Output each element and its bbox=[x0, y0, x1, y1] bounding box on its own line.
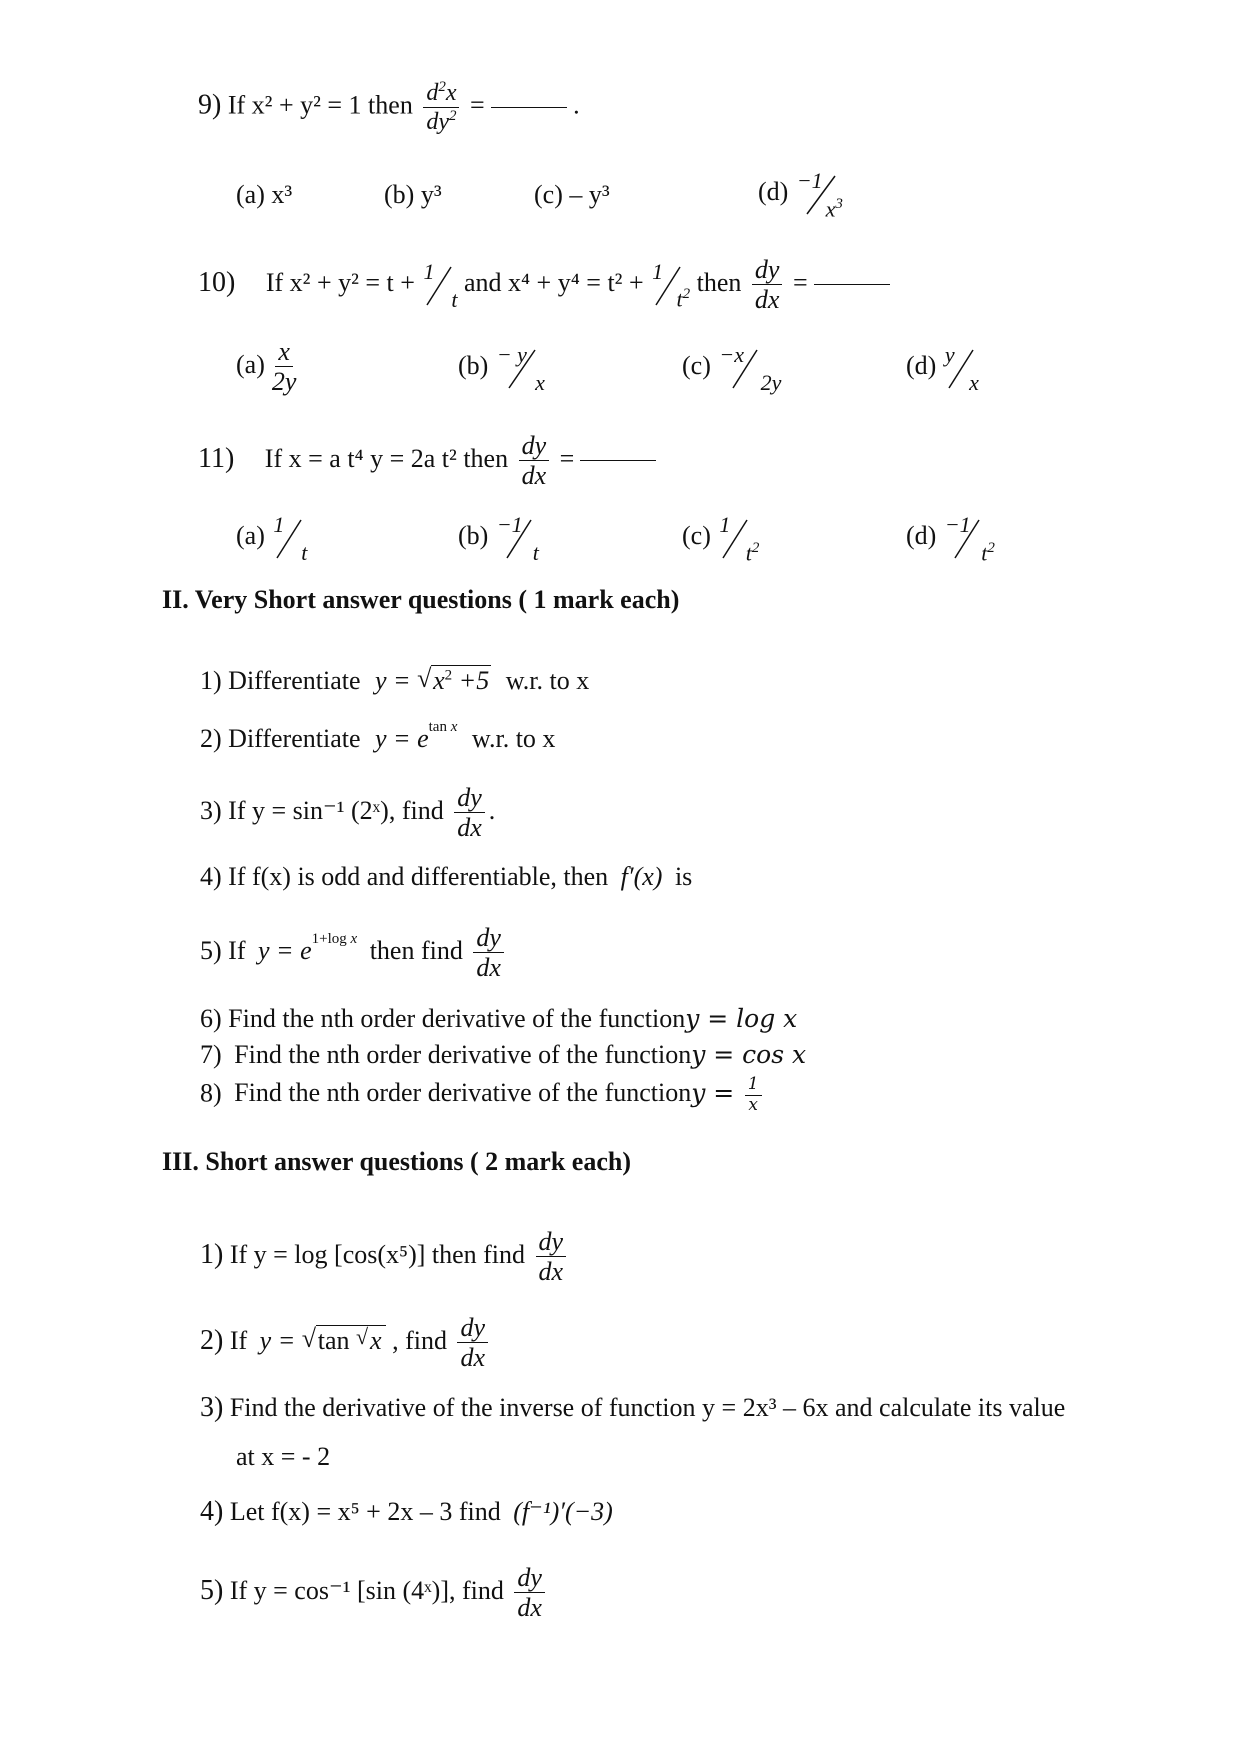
vsq-5: 5) If $y = e^{1+log x}$ then find $\frac{dy}{dx}$ bbox=[200, 924, 508, 982]
sqrt-expression: √ tan √ x bbox=[302, 1326, 386, 1356]
question-10: 10) If x² + y² = t + 1 t and x⁴ + y⁴ = t² + 1 $t^2$ then $\frac{dy}{dx}$ = bbox=[198, 256, 890, 314]
saq-5: 5) If y = cos⁻¹ [sin (4ˣ)], find $\frac{dy}{dx}$ bbox=[200, 1564, 549, 1622]
option-label: (d) bbox=[758, 176, 789, 206]
answer-blank bbox=[814, 284, 890, 285]
fraction-dy-dx: $\frac{dy}{dx}$ bbox=[514, 1564, 545, 1622]
slash-fraction-neg1-x3: −1 $x^3$ bbox=[796, 168, 843, 221]
option-b: (b) y³ bbox=[384, 180, 442, 209]
vsq-4: 4) If f(x) is odd and differentiable, then f′(x) is bbox=[200, 862, 693, 891]
fraction-dy-dx: $\frac{dy}{dx}$ bbox=[473, 924, 504, 982]
question-number: 9) bbox=[198, 89, 222, 121]
question-number: 10) bbox=[198, 266, 236, 298]
question-stem-b: and x⁴ + y⁴ = t² + bbox=[463, 267, 644, 297]
option-a: (a) x³ bbox=[236, 180, 293, 209]
saq-2: 2) If y = √ tan √ x , find $\frac{dy}{dx}$ bbox=[200, 1314, 492, 1372]
option-a: (a) 1 t bbox=[236, 512, 308, 565]
fraction-dy-dx: $\frac{dy}{dx}$ bbox=[752, 256, 783, 314]
slash-fraction-1-t2: 1 $t^2$ bbox=[652, 258, 691, 312]
saq-1: 1) If y = log [cos(x⁵)] then find $\frac{dy}{dx}$ bbox=[200, 1228, 570, 1286]
vsq-3: 3) If y = sin⁻¹ (2ˣ), find $\frac{dy}{dx}$ . bbox=[200, 783, 496, 843]
vsq-2: 2) Differentiate $y = e^{tan x}$ w.r. to x bbox=[200, 719, 556, 753]
fraction-dy-dx: $\frac{dy}{dx}$ bbox=[454, 784, 485, 842]
option-d bbox=[758, 168, 843, 221]
saq-4: 4) Let f(x) = x⁵ + 2x – 3 find (f⁻¹)′(−3) bbox=[200, 1496, 613, 1527]
saq-3-continued: at x = - 2 bbox=[236, 1442, 331, 1471]
saq-3: 3) Find the derivative of the inverse of function y = 2x³ – 6x and calculate its value bbox=[200, 1392, 1066, 1423]
option-d: (d) −1 $t^2$ bbox=[906, 512, 995, 565]
question-stem-c: then bbox=[696, 267, 742, 297]
option-c: (c) – y³ bbox=[534, 180, 610, 209]
answer-blank bbox=[580, 460, 656, 461]
question-stem: If x² + y² = 1 then bbox=[227, 90, 413, 120]
option-c: (c) −x 2y bbox=[682, 342, 782, 395]
answer-blank bbox=[491, 107, 567, 108]
fraction-dy-dx: $\frac{dy}{dx}$ bbox=[457, 1314, 488, 1372]
vsq-1: 1) Differentiate y = √ $x^2 +5$ w.r. to x bbox=[200, 664, 590, 695]
section-heading: II. Very Short answer questions ( 1 mark each) bbox=[162, 585, 680, 614]
fraction-d2x-dy2: $\frac{d^2x}{dy^2}$ bbox=[423, 80, 459, 135]
vsq-7: 7) Find the nth order derivative of the functiony = cos x bbox=[200, 1040, 807, 1069]
fraction-dy-dx: $\frac{dy}{dx}$ bbox=[519, 432, 550, 490]
question-number: 11) bbox=[198, 442, 235, 474]
option-b: (b) −1 t bbox=[458, 512, 539, 565]
option-d: (d) y x bbox=[906, 342, 979, 395]
question-stem-a: If x² + y² = t + bbox=[265, 267, 415, 297]
sqrt-expression: √ $x^2 +5$ bbox=[417, 664, 490, 695]
slash-fraction-1-t: 1 t bbox=[423, 258, 458, 312]
vsq-8: 8) Find the nth order derivative of the functiony = $\frac{1}{x}$ bbox=[200, 1076, 766, 1115]
option-b: (b) − y x bbox=[458, 342, 545, 395]
question-11: 11) If x = a t⁴ y = 2a t² then $\frac{dy}{dx}$ = bbox=[198, 432, 656, 490]
question-stem: If x = a t⁴ y = 2a t² then bbox=[264, 443, 509, 473]
option-a: (a) $\frac{x}{2y}$ bbox=[236, 337, 297, 397]
section-heading: III. Short answer questions ( 2 mark each) bbox=[162, 1147, 631, 1176]
option-c: (c) 1 $t^2$ bbox=[682, 512, 760, 565]
question-9: 9) If x² + y² = 1 then $\frac{d^2x}{dy^2}$ = . bbox=[198, 79, 580, 136]
vsq-6: 6) Find the nth order derivative of the functiony = log x bbox=[200, 1004, 798, 1033]
fraction-dy-dx: $\frac{dy}{dx}$ bbox=[536, 1228, 567, 1286]
